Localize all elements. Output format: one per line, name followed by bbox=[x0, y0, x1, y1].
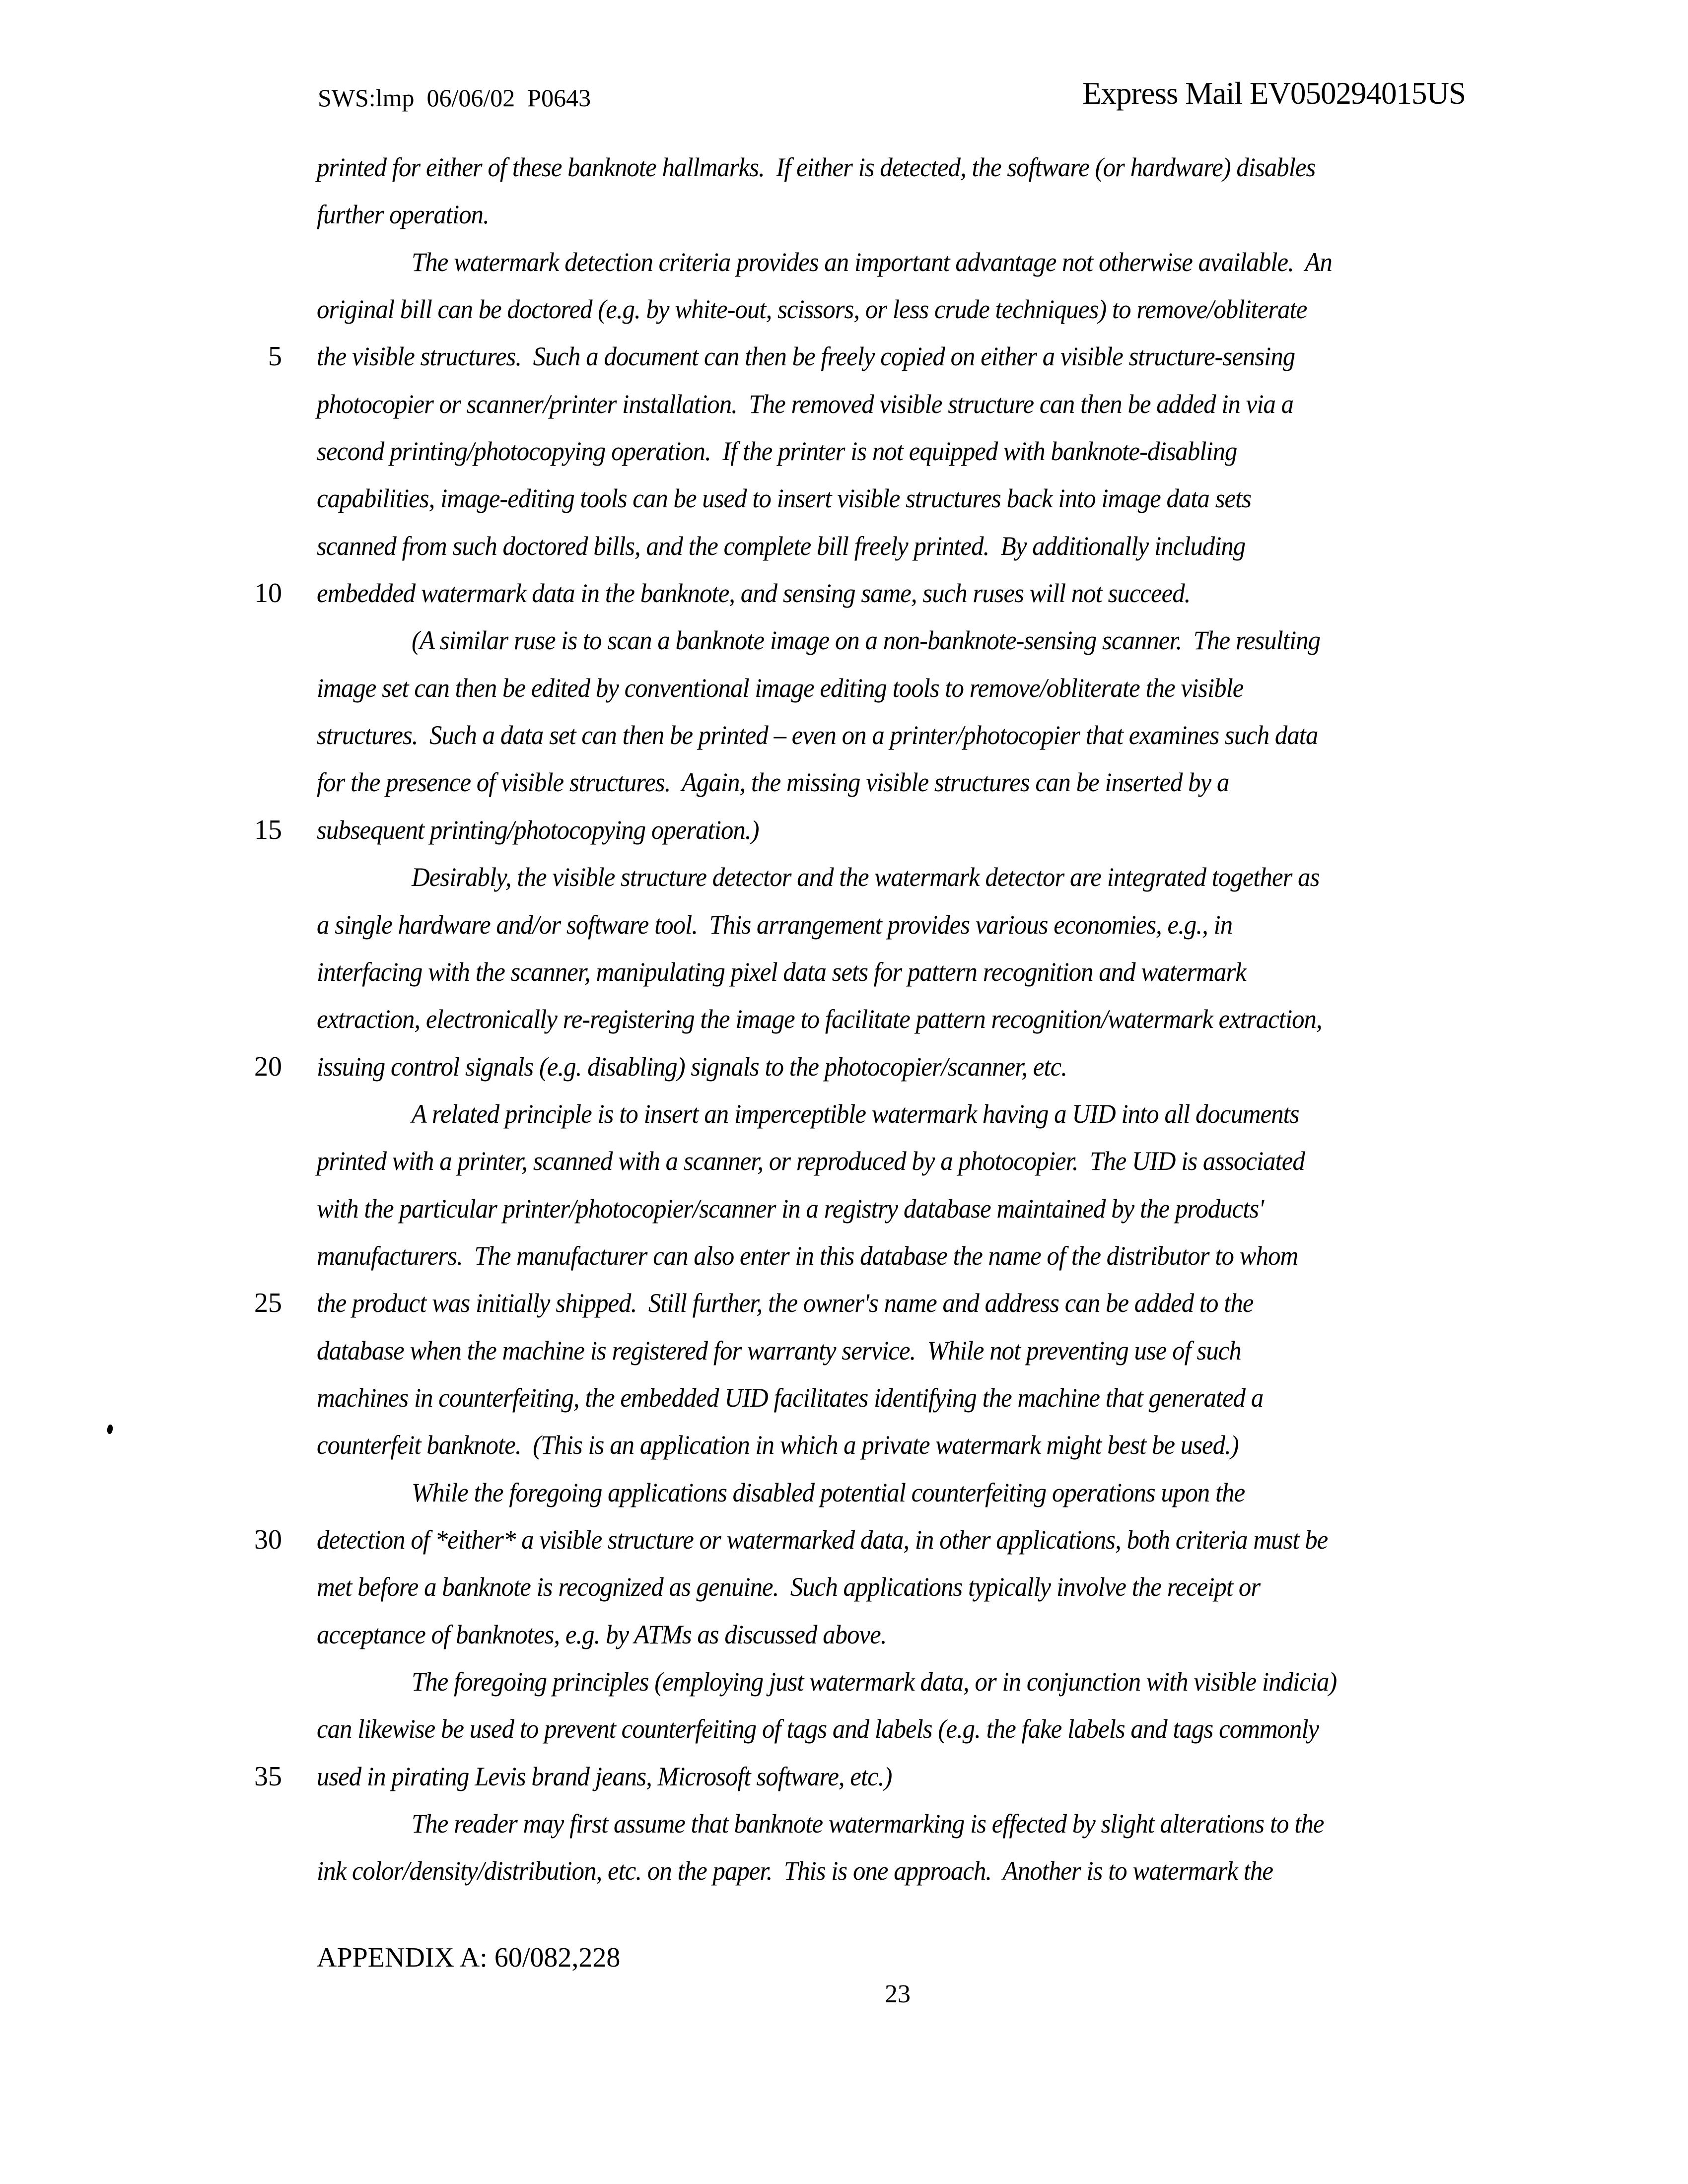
text-line bbox=[0, 1091, 1688, 1138]
line-text: detection of *either* a visible structure or watermarked data, in other applications, both criteria must be bbox=[317, 1524, 1328, 1555]
text-line bbox=[0, 1753, 1688, 1800]
line-text: Desirably, the visible structure detector and the watermark detector are integrated together as bbox=[412, 862, 1320, 892]
text-line bbox=[0, 807, 1688, 854]
line-text: the visible structures. Such a document can then be freely copied on either a visible structure-sensing bbox=[317, 341, 1295, 372]
text-line bbox=[0, 1564, 1688, 1611]
line-number: 10 bbox=[254, 578, 282, 609]
line-text: The foregoing principles (employing just watermark data, or in conjunction with visible indicia) bbox=[412, 1667, 1337, 1697]
text-line bbox=[0, 381, 1688, 428]
line-text: manufacturers. The manufacturer can also enter in this database the name of the distributor to whom bbox=[317, 1240, 1298, 1271]
line-text: issuing control signals (e.g. disabling) signals to the photocopier/scanner, etc. bbox=[317, 1051, 1067, 1082]
line-text: extraction, electronically re-registering the image to facilitate pattern recognition/watermark extraction, bbox=[317, 1004, 1322, 1034]
express-mail-number: Express Mail EV050294015US bbox=[1082, 76, 1466, 111]
text-line bbox=[0, 1847, 1688, 1895]
line-number: 20 bbox=[254, 1051, 282, 1082]
line-text: The watermark detection criteria provides an important advantage not otherwise available. An bbox=[412, 247, 1332, 277]
text-line bbox=[0, 949, 1688, 996]
line-text: for the presence of visible structures. Again, the missing visible structures can be inserted by a bbox=[317, 767, 1229, 798]
text-line bbox=[0, 239, 1688, 286]
text-line bbox=[0, 1658, 1688, 1706]
line-text: used in pirating Levis brand jeans, Microsoft software, etc.) bbox=[317, 1761, 892, 1791]
page-number: 23 bbox=[885, 1980, 911, 2008]
text-line bbox=[0, 1280, 1688, 1327]
text-line bbox=[0, 901, 1688, 949]
line-text: can likewise be used to prevent counterfeiting of tags and labels (e.g. the fake labels and tags commonly bbox=[317, 1714, 1319, 1744]
line-text: A related principle is to insert an imperceptible watermark having a UID into all documents bbox=[412, 1098, 1299, 1129]
text-line bbox=[0, 854, 1688, 901]
line-text: (A similar ruse is to scan a banknote image on a non-banknote-sensing scanner. The resulting bbox=[412, 625, 1321, 656]
line-text: met before a banknote is recognized as genuine. Such applications typically involve the receipt or bbox=[317, 1572, 1261, 1602]
line-number: 25 bbox=[254, 1288, 282, 1319]
line-text: printed for either of these banknote hallmarks. If either is detected, the software (or hardware) disables bbox=[317, 152, 1316, 182]
text-line bbox=[0, 1611, 1688, 1658]
document-body bbox=[0, 144, 1688, 1895]
line-text: photocopier or scanner/printer installation. The removed visible structure can then be added in via a bbox=[317, 389, 1294, 419]
line-number: 5 bbox=[268, 341, 282, 372]
docket-reference: SWS:lmp 06/06/02 P0643 bbox=[318, 84, 591, 112]
text-line bbox=[0, 759, 1688, 806]
text-line bbox=[0, 475, 1688, 522]
text-line bbox=[0, 333, 1688, 380]
line-text: ink color/density/distribution, etc. on the paper. This is one approach. Another is to watermark the bbox=[317, 1856, 1273, 1886]
text-line bbox=[0, 1185, 1688, 1232]
text-line bbox=[0, 1800, 1688, 1847]
line-text: with the particular printer/photocopier/scanner in a registry database maintained by the products' bbox=[317, 1193, 1264, 1224]
text-line bbox=[0, 1374, 1688, 1422]
text-line bbox=[0, 286, 1688, 333]
line-number: 15 bbox=[254, 814, 282, 845]
text-line bbox=[0, 1043, 1688, 1091]
text-line bbox=[0, 191, 1688, 238]
text-line bbox=[0, 570, 1688, 617]
text-line bbox=[0, 712, 1688, 759]
line-text: image set can then be edited by conventional image editing tools to remove/obliterate the visible bbox=[317, 673, 1244, 703]
text-line bbox=[0, 996, 1688, 1043]
text-line bbox=[0, 523, 1688, 570]
line-text: scanned from such doctored bills, and the complete bill freely printed. By additionally including bbox=[317, 531, 1246, 561]
line-text: interfacing with the scanner, manipulating pixel data sets for pattern recognition and watermark bbox=[317, 956, 1246, 987]
line-text: a single hardware and/or software tool. This arrangement provides various economies, e.g., in bbox=[317, 909, 1233, 940]
appendix-reference: APPENDIX A: 60/082,228 bbox=[317, 1942, 621, 1973]
line-text: subsequent printing/photocopying operation.) bbox=[317, 815, 759, 845]
line-text: embedded watermark data in the banknote, and sensing same, such ruses will not succeed. bbox=[317, 578, 1191, 609]
text-line bbox=[0, 1327, 1688, 1374]
text-line bbox=[0, 665, 1688, 712]
text-line bbox=[0, 1516, 1688, 1564]
line-number: 30 bbox=[254, 1524, 282, 1555]
line-number: 35 bbox=[254, 1761, 282, 1792]
line-text: counterfeit banknote. (This is an application in which a private watermark might best be used.) bbox=[317, 1430, 1239, 1460]
line-text: The reader may first assume that banknote watermarking is effected by slight alterations to the bbox=[412, 1809, 1324, 1839]
line-text: the product was initially shipped. Still further, the owner's name and address can be added to the bbox=[317, 1288, 1254, 1318]
text-line bbox=[0, 144, 1688, 191]
text-line bbox=[0, 428, 1688, 475]
line-text: database when the machine is registered for warranty service. While not preventing use of such bbox=[317, 1335, 1241, 1365]
line-text: further operation. bbox=[317, 200, 489, 230]
line-text: acceptance of banknotes, e.g. by ATMs as discussed above. bbox=[317, 1619, 887, 1649]
text-line bbox=[0, 1232, 1688, 1280]
line-text: While the foregoing applications disabled potential counterfeiting operations upon the bbox=[412, 1477, 1245, 1507]
text-line bbox=[0, 1469, 1688, 1516]
line-text: original bill can be doctored (e.g. by white-out, scissors, or less crude techniques) to remove/obliterate bbox=[317, 294, 1307, 325]
text-line bbox=[0, 1706, 1688, 1753]
line-text: structures. Such a data set can then be printed – even on a printer/photocopier that examines such data bbox=[317, 720, 1318, 751]
line-text: second printing/photocopying operation. If the printer is not equipped with banknote-disabling bbox=[317, 436, 1237, 467]
text-line bbox=[0, 1422, 1688, 1469]
line-text: printed with a printer, scanned with a scanner, or reproduced by a photocopier. The UID is associated bbox=[317, 1146, 1305, 1176]
text-line bbox=[0, 617, 1688, 664]
line-text: capabilities, image-editing tools can be used to insert visible structures back into image data sets bbox=[317, 483, 1252, 514]
line-text: machines in counterfeiting, the embedded UID facilitates identifying the machine that generated a bbox=[317, 1382, 1264, 1413]
text-line bbox=[0, 1138, 1688, 1185]
